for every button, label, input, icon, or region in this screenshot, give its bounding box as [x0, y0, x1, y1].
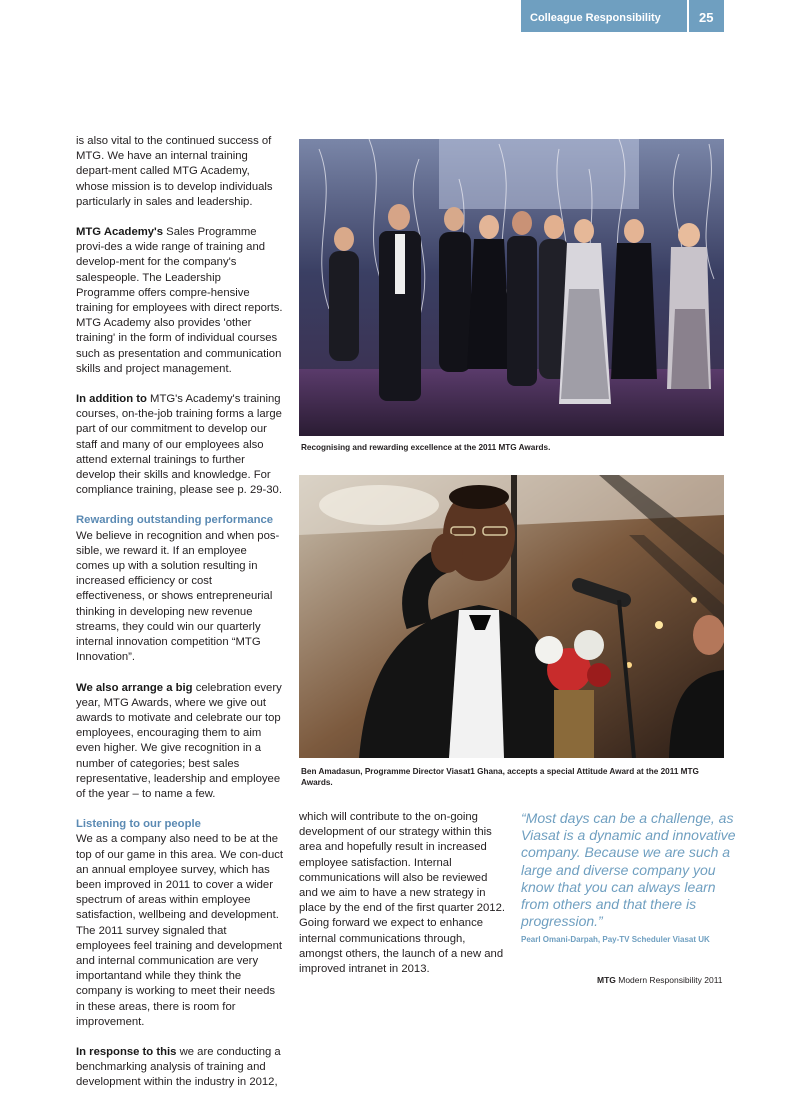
- paragraph-lead: We also arrange a big: [76, 681, 193, 694]
- paragraph-body: We believe in recognition and when pos-sible, we reward it. If an employee comes up with a solution resulting in increased efficiency or cost effectiveness, or shows entrepreneurial thinking in developing new revenue streams, they could win our quarterly internal innovation competition “MTG Innovation”.: [76, 529, 280, 664]
- photo1-caption: Recognising and rewarding excellence at the 2011 MTG Awards.: [301, 443, 551, 452]
- paragraph-body: MTG's Academy's training courses, on-the-job training forms a large part of our commitment to develop our staff and many of our employees also attend external trainings to further develop their skills and knowledge. For compliance training, please see p. 29-30.: [76, 393, 282, 497]
- footer-title: Modern Responsibility 2011: [615, 975, 723, 985]
- page-number: 25: [699, 10, 714, 25]
- page-number-box: [689, 0, 724, 32]
- paragraph-lead: In response to this: [76, 1045, 177, 1058]
- subheading-rewarding: Rewarding outstanding performance: [76, 514, 274, 527]
- paragraph-body: celebration every year, MTG Awards, where we give out awards to motivate and celebrate our top employees, encouraging them to aim even higher. We give recognition in a number of categories; best sales representative, leadership and employee of the year – to name a few.: [76, 681, 282, 800]
- paragraph: [76, 513, 283, 665]
- paragraph: is also vital to the continued success of MTG. We have an internal training depart-ment called MTG Academy, whose mission is to develop individuals particularly in sales and leadership.: [76, 135, 273, 208]
- paragraph-lead: In addition to: [76, 393, 147, 406]
- award-recipient-photo: [299, 475, 724, 758]
- footer-brand: MTG: [597, 975, 616, 985]
- paragraph: [76, 225, 283, 377]
- paragraph: [76, 681, 283, 803]
- paragraph-lead: MTG Academy's: [76, 226, 164, 239]
- paragraph: which will contribute to the on-going development of our strategy within this area and hopefully result in increased employee satisfaction. Internal communications will also be reviewed and we aim to have a new strategy in place by the end of the first quarter 2012. Going forward we expect to enhance internal communications through, amongst others, the launch of a new and improved intranet in 2013.: [299, 811, 505, 976]
- photo2-caption: Ben Amadasun, Programme Director Viasat1 Ghana, accepts a special Attitude Award at the 2011 MTG Awards.: [301, 767, 699, 787]
- section-title: Colleague Responsibility: [530, 12, 661, 24]
- awards-group-photo: [299, 139, 724, 436]
- paragraph-body: We as a company also need to be at the top of our game in this area. We con-duct an annual employee survey, which has been improved in 2011 to cover a wider spectrum of areas within employee satisfaction, wellbeing and development. The 2011 survey signaled that employees feel training and development and internal communication are very importantand while they think the company is working to meet their needs in these areas, there is room for improvement.: [76, 833, 284, 1028]
- paragraph-body: we are conducting a benchmarking analysis of training and development within the industry in 2012,: [76, 1045, 281, 1089]
- paragraph: [76, 392, 283, 498]
- paragraph-body: Sales Programme provi-des a wide range of training and develop-ment for the company's salespeople. The Leadership Programme offers compre-hensive training for employees with direct reports. MTG Academy also provides 'other training' in the form of individual courses such as presentation and communication skills and project management.: [76, 226, 283, 375]
- subheading-listening: Listening to our people: [76, 818, 201, 831]
- paragraph: [76, 817, 283, 1030]
- page-footer: [597, 975, 723, 985]
- left-column: [76, 134, 283, 1106]
- pull-quote: “Most days can be a challenge, as Viasat is a dynamic and innovative company. Because we are such a large and diverse company you know that you can always learn from others and that there is progression.”: [521, 810, 736, 930]
- paragraph: [76, 1045, 283, 1091]
- quote-attribution: Pearl Omani-Darpah, Pay-TV Scheduler Viasat UK: [521, 935, 710, 944]
- section-header: [521, 0, 687, 32]
- middle-column: [299, 810, 505, 992]
